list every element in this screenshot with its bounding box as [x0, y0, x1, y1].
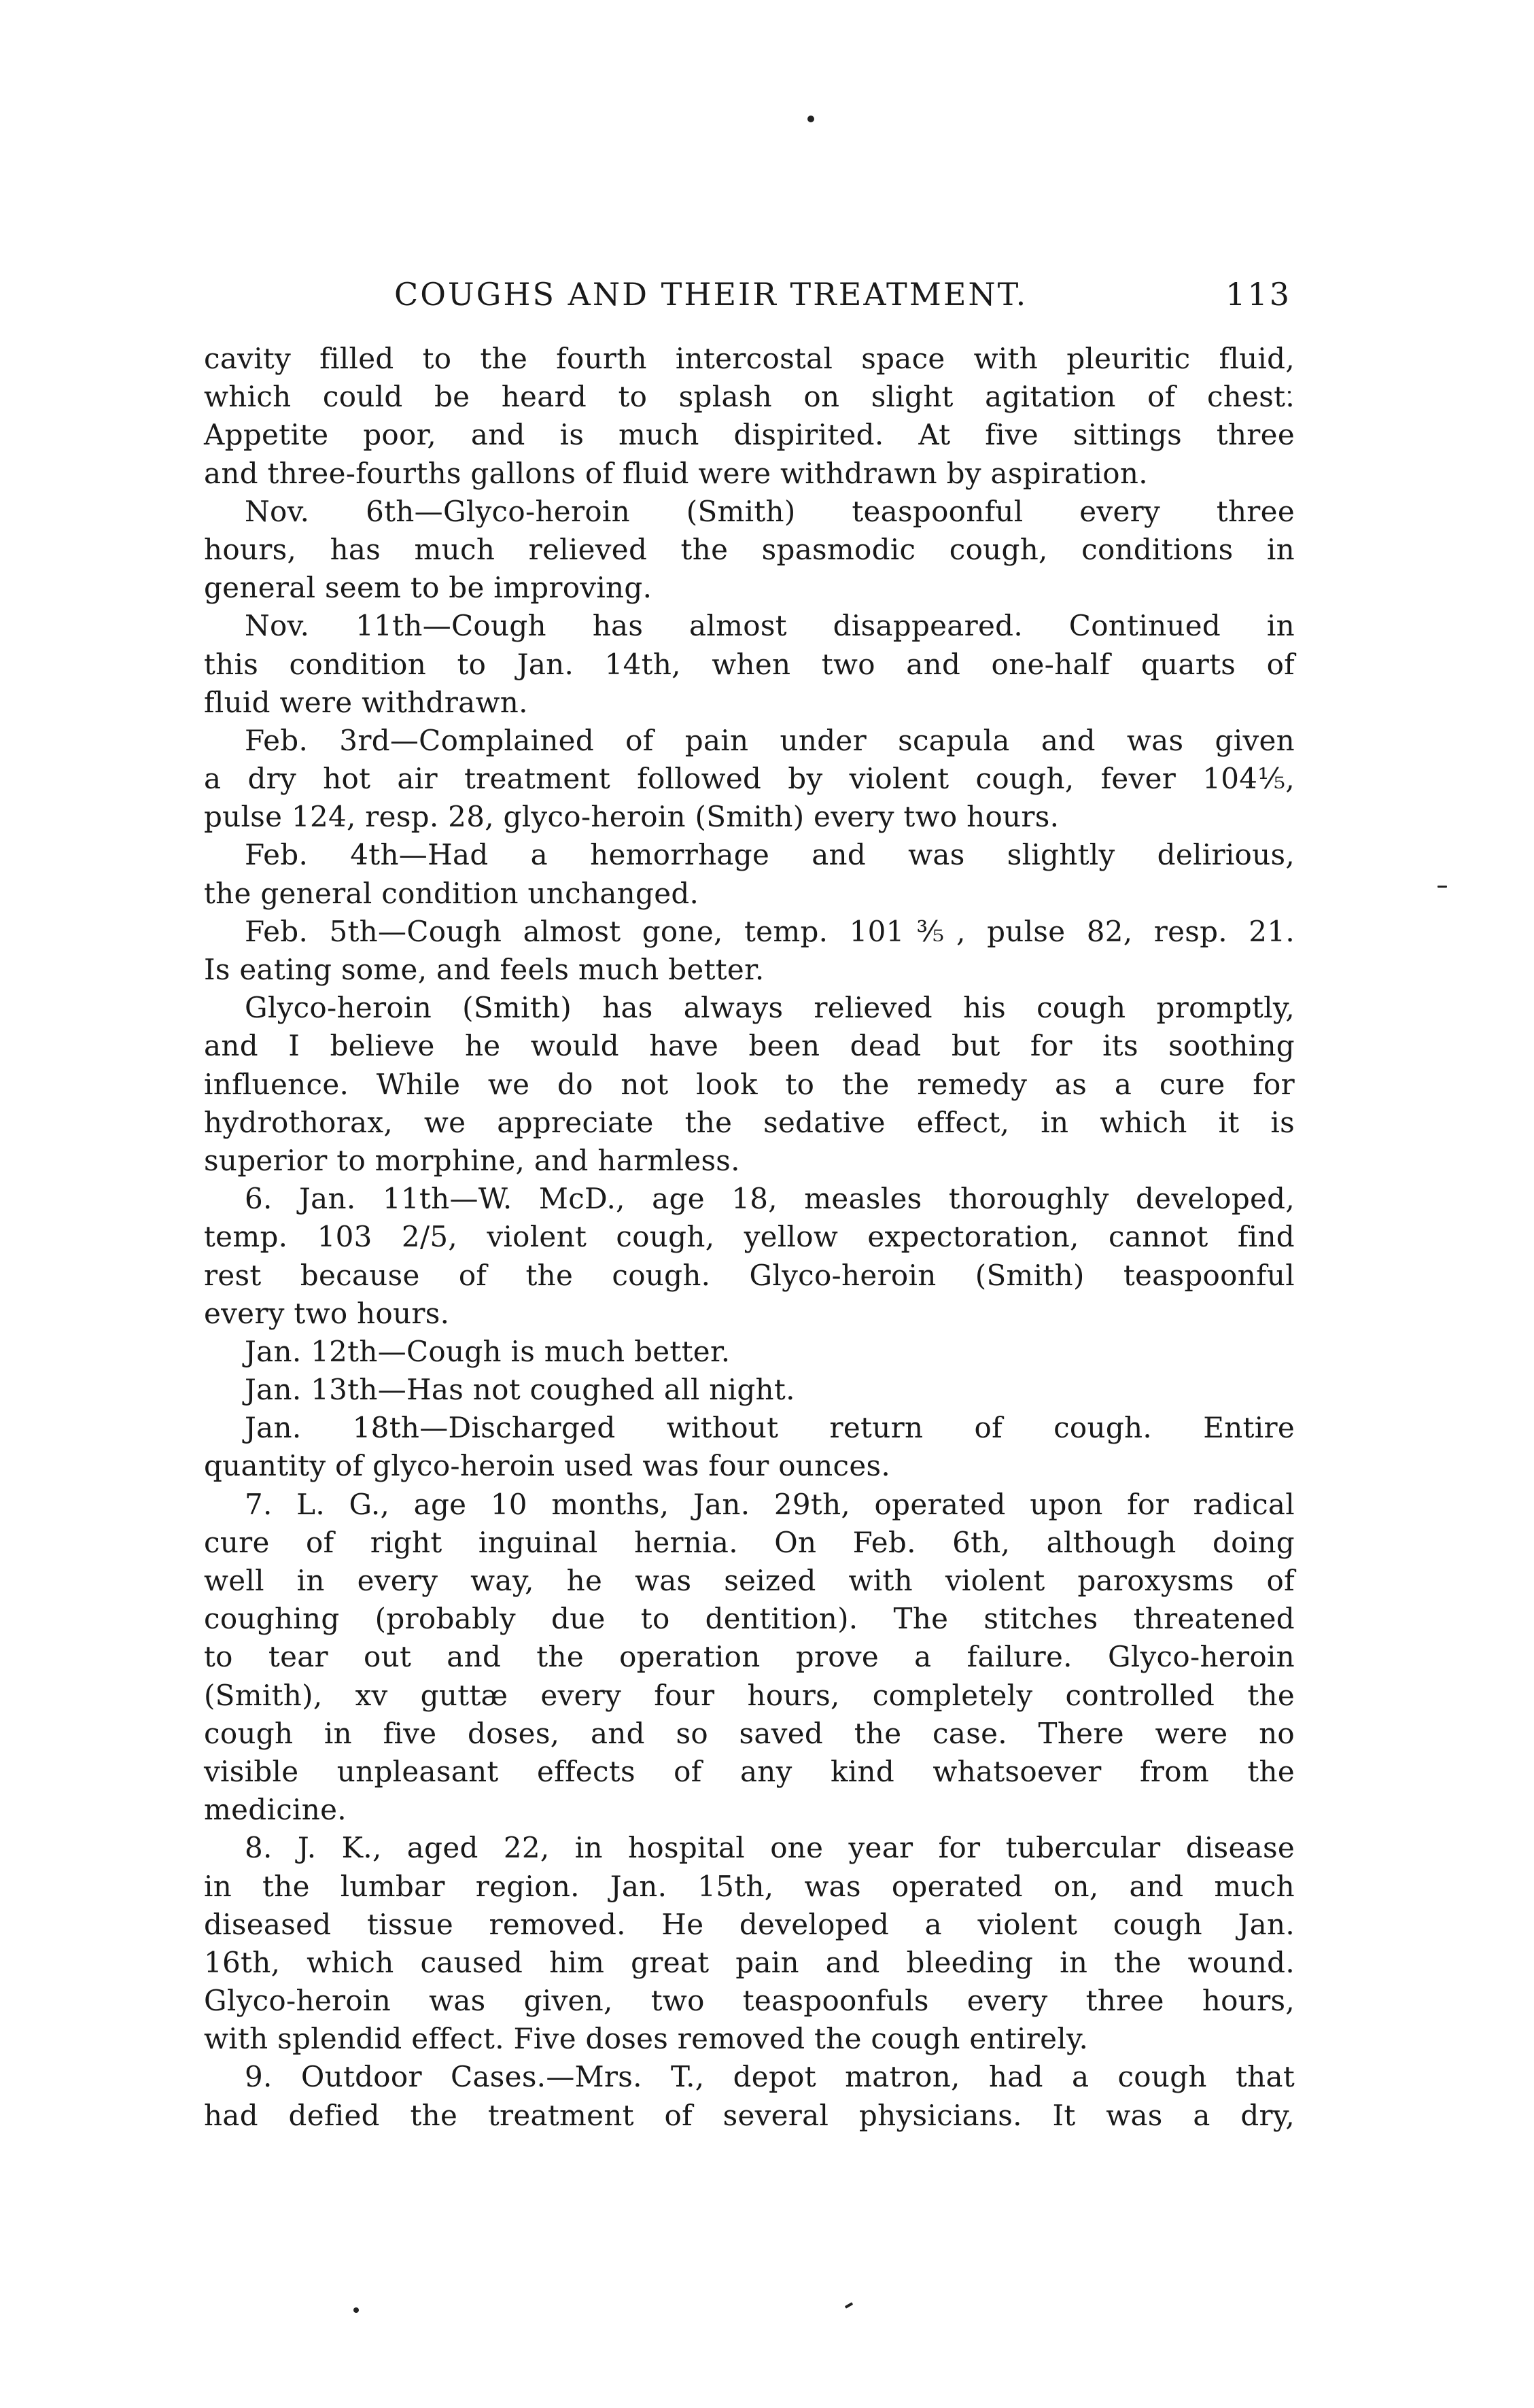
text-line: influence. While we do not look to the remedy as a cure for [204, 1067, 1295, 1101]
text-line: general seem to be improving. [204, 571, 652, 605]
running-head-title: COUGHS AND THEIR TREATMENT. [394, 276, 1028, 313]
text-line: Appetite poor, and is much dispirited. At five sittings three [204, 418, 1295, 452]
text-line: Jan. 12th—Cough is much better. [245, 1334, 731, 1368]
text-line: had defied the treatment of several physicians. It was a dry, [204, 2098, 1295, 2132]
text-line: this condition to Jan. 14th, when two and one-half quarts of [204, 647, 1295, 681]
text-line: Feb. 5th—Cough almost gone, temp. 101⅗, pulse 82, resp. 21. [245, 914, 1295, 948]
text-line: rest because of the cough. Glyco-heroin (Smith) teaspoonful [204, 1258, 1295, 1292]
page-number: 113 [1225, 276, 1291, 313]
text-line: 7. L. G., age 10 months, Jan. 29th, operated upon for radical [245, 1487, 1295, 1521]
text-line: hydrothorax, we appreciate the sedative effect, in which it is [204, 1105, 1295, 1139]
text-line: fluid were withdrawn. [204, 685, 528, 719]
text-line: quantity of glyco-heroin used was four ounces. [204, 1449, 890, 1483]
text-line: which could be heard to splash on slight agitation of chest. [204, 380, 1295, 414]
text-line: temp. 103 2/5, violent cough, yellow expectoration, cannot find [204, 1220, 1295, 1254]
text-line: diseased tissue removed. He developed a violent cough Jan. [204, 1907, 1295, 1941]
running-head [394, 271, 1291, 318]
text-line: and three-fourths gallons of fluid were withdrawn by aspiration. [204, 456, 1148, 490]
text-line: Feb. 3rd—Complained of pain under scapula and was given [245, 723, 1295, 757]
text-line: hours, has much relieved the spasmodic cough, conditions in [204, 532, 1295, 566]
text-line: medicine. [204, 1793, 347, 1827]
text-line: Glyco-heroin (Smith) has always relieved his cough promptly, [245, 991, 1295, 1025]
text-line: with splendid effect. Five doses removed the cough entirely. [204, 2022, 1089, 2056]
text-line: pulse 124, resp. 28, glyco-heroin (Smith) every two hours. [204, 800, 1060, 834]
text-line: 6. Jan. 11th—W. McD., age 18, measles thoroughly developed, [245, 1182, 1295, 1216]
text-line: well in every way, he was seized with violent paroxysms of [204, 1564, 1295, 1597]
text-line: every two hours. [204, 1296, 450, 1330]
text-line: Glyco-heroin was given, two teaspoonfuls every three hours, [204, 1984, 1295, 2018]
right-margin-speck [1437, 886, 1447, 888]
text-line: to tear out and the operation prove a failure. Glyco-heroin [204, 1640, 1295, 1674]
text-line: in the lumbar region. Jan. 15th, was operated on, and much [204, 1869, 1295, 1903]
text-line: the general condition unchanged. [204, 876, 699, 910]
text-line: Feb. 4th—Had a hemorrhage and was slightly delirious, [245, 838, 1295, 872]
bottom-left-speck [353, 2307, 359, 2313]
text-line: and I believe he would have been dead but for its soothing [204, 1029, 1295, 1063]
text-line: 8. J. K., aged 22, in hospital one year for tubercular disease [245, 1831, 1295, 1865]
text-line: superior to morphine, and harmless. [204, 1143, 740, 1177]
text-line: Jan. 18th—Discharged without return of cough. Entire [245, 1411, 1295, 1445]
text-line: a dry hot air treatment followed by violent cough, fever 104⅕, [204, 762, 1295, 796]
text-line: visible unpleasant effects of any kind whatsoever from the [204, 1754, 1295, 1788]
text-line: cure of right inguinal hernia. On Feb. 6th, although doing [204, 1525, 1295, 1559]
text-line: 16th, which caused him great pain and bleeding in the wound. [204, 1945, 1295, 1979]
text-line: cough in five doses, and so saved the case. There were no [204, 1716, 1295, 1750]
text-line: 9. Outdoor Cases.—Mrs. T., depot matron, had a cough that [245, 2060, 1295, 2094]
text-line: coughing (probably due to dentition). The stitches threatened [204, 1602, 1295, 1636]
text-line: (Smith), xv guttæ every four hours, completely controlled the [204, 1678, 1295, 1712]
body-text [204, 340, 1295, 2135]
text-line: Nov. 6th—Glyco-heroin (Smith) teaspoonful every three [245, 494, 1295, 528]
text-line: Is eating some, and feels much better. [204, 953, 765, 986]
bottom-right-speck [845, 2302, 853, 2308]
text-line: Jan. 13th—Has not coughed all night. [245, 1373, 795, 1407]
top-speck [807, 116, 814, 122]
text-line: Nov. 11th—Cough has almost disappeared. Continued in [245, 609, 1295, 643]
text-line: cavity filled to the fourth intercostal space with pleuritic fluid, [204, 342, 1295, 375]
